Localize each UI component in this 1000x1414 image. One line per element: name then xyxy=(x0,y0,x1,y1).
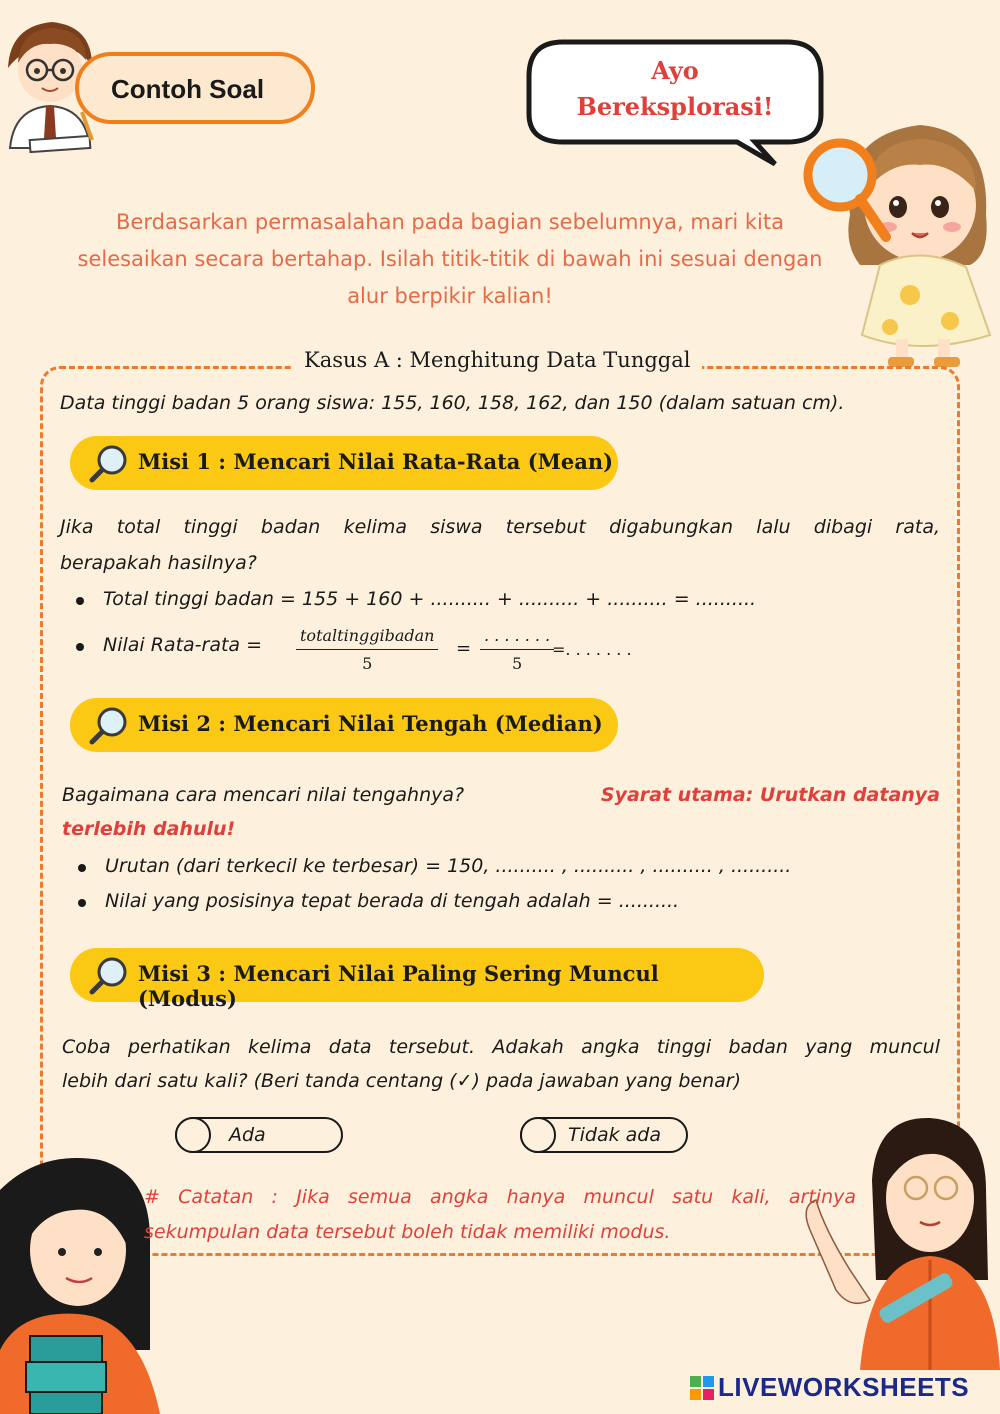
option-tidak-ada-label: Tidak ada xyxy=(568,1124,661,1146)
misi-1-question-line-1: Jika total tinggi badan kelima siswa tersebut digabungkan lalu dibagi rata, xyxy=(60,516,940,538)
option-tidak-ada-radio[interactable] xyxy=(520,1117,556,1153)
equals-sign: = xyxy=(456,638,472,659)
note-line-2: sekumpulan data tersebut boleh tidak memiliki modus. xyxy=(144,1221,671,1243)
misi-2-bullet-middle: Nilai yang posisinya tepat berada di tengah adalah = .......... xyxy=(105,890,680,912)
misi-2-bullet-order: Urutan (dari terkecil ke terbesar) = 150, .......... , .......... , .......... , .......... xyxy=(105,855,792,877)
mean-fraction-1 xyxy=(296,626,438,673)
option-ada-radio[interactable] xyxy=(175,1117,211,1153)
option-ada-label: Ada xyxy=(229,1124,266,1146)
misi-3-banner xyxy=(70,948,764,1011)
mean-fraction-1-numerator: totaltinggibadan xyxy=(296,626,438,650)
option-ada[interactable] xyxy=(175,1117,343,1153)
section-label xyxy=(75,52,315,124)
magnifier-icon xyxy=(88,704,130,746)
misi-2-requirement-cont: terlebih dahulu! xyxy=(62,818,236,840)
mean-fraction-1-denominator: 5 xyxy=(362,654,373,673)
note-line-1: # Catatan : Jika semua angka hanya muncul satu kali, artinya xyxy=(144,1186,856,1208)
bubble-line-1: Ayo xyxy=(651,56,699,85)
misi-1-question-line-2: berapakah hasilnya? xyxy=(60,552,257,574)
mean-result-blank[interactable]: =. . . . . . . xyxy=(552,640,632,659)
brand-logo xyxy=(690,1376,714,1404)
liveworksheets-logo-icon xyxy=(690,1376,714,1400)
bubble-line-2: Bereksplorasi! xyxy=(576,92,774,121)
misi-2-question: Bagaimana cara mencari nilai tengahnya? xyxy=(62,784,465,806)
mean-fraction-2-numerator[interactable]: . . . . . . . xyxy=(480,626,554,650)
intro-text xyxy=(70,204,830,315)
misi-1-banner xyxy=(70,436,618,490)
misi-1-bullet-total: Total tinggi badan = 155 + 160 + .......... + .......... + .......... = .......... xyxy=(103,588,757,610)
section-label-text: Contoh Soal xyxy=(111,74,265,104)
data-statement: Data tinggi badan 5 orang siswa: 155, 160, 158, 162, dan 150 (dalam satuan cm). xyxy=(60,392,845,414)
intro-line-3: alur berpikir kalian! xyxy=(347,284,553,308)
misi-2-title: Misi 2 : Mencari Nilai Tengah (Median) xyxy=(138,711,603,736)
misi-2-banner xyxy=(70,698,618,752)
misi-3-question-line-2: lebih dari satu kali? (Beri tanda centang (✓) pada jawaban yang benar) xyxy=(62,1070,741,1092)
note xyxy=(144,1180,856,1250)
magnifier-icon xyxy=(88,442,130,484)
speech-bubble xyxy=(525,38,825,168)
intro-line-2: selesaikan secara bertahap. Isilah titik-titik di bawah ini sesuai dengan xyxy=(77,247,823,271)
intro-line-1: Berdasarkan permasalahan pada bagian sebelumnya, mari kita xyxy=(116,210,784,234)
girl-with-magnifier-illustration xyxy=(800,95,1000,375)
misi-1-bullet-mean-label: Nilai Rata-rata = xyxy=(103,634,263,656)
mean-fraction-2-denominator: 5 xyxy=(511,654,523,673)
misi-1-title: Misi 1 : Mencari Nilai Rata-Rata (Mean) xyxy=(138,449,614,474)
mean-fraction-2 xyxy=(480,626,554,673)
magnifier-icon xyxy=(88,954,130,996)
brand-name: LIVEWORKSHEETS xyxy=(718,1372,970,1402)
option-tidak-ada[interactable] xyxy=(520,1117,688,1153)
misi-3-question-line-1: Coba perhatikan kelima data tersebut. Adakah angka tinggi badan yang muncul xyxy=(62,1036,940,1058)
misi-2-requirement: Syarat utama: Urutkan datanya xyxy=(600,784,940,806)
case-title: Kasus A : Menghitung Data Tunggal xyxy=(292,348,702,372)
misi-2-question-line-1 xyxy=(62,784,940,806)
misi-3-title: Misi 3 : Mencari Nilai Paling Sering Muncul (Modus) xyxy=(138,961,659,1011)
